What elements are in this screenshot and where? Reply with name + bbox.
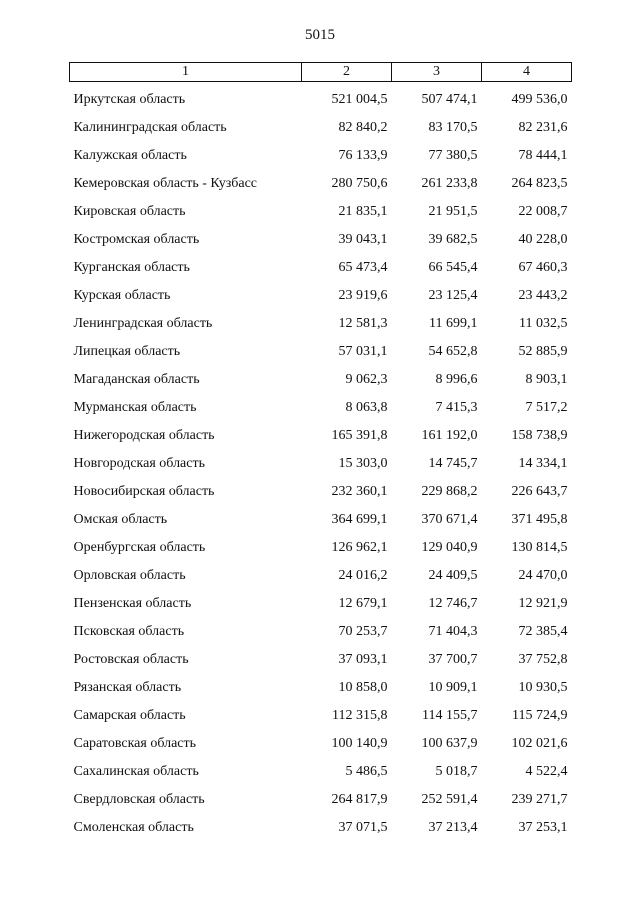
value-cell: 15 303,0 bbox=[338, 456, 388, 471]
region-name-cell: Смоленская область bbox=[73, 820, 194, 835]
value-cell: 70 253,7 bbox=[338, 624, 388, 639]
value-cell: 24 409,5 bbox=[428, 568, 478, 583]
region-name-cell: Орловская область bbox=[73, 568, 186, 583]
table-row bbox=[70, 618, 572, 646]
region-name-cell: Новосибирская область bbox=[73, 484, 215, 499]
value-cell: 72 385,4 bbox=[518, 624, 568, 639]
table-row bbox=[70, 786, 572, 814]
value-cell: 264 817,9 bbox=[331, 792, 388, 807]
value-cell: 71 404,3 bbox=[428, 624, 478, 639]
column-header: 3 bbox=[392, 63, 482, 82]
value-cell: 9 062,3 bbox=[345, 372, 388, 387]
value-cell: 67 460,3 bbox=[518, 260, 568, 275]
region-name-cell: Ленинградская область bbox=[73, 316, 213, 331]
data-table bbox=[69, 62, 572, 842]
value-cell: 76 133,9 bbox=[338, 148, 388, 163]
table-header bbox=[70, 63, 572, 82]
value-cell: 22 008,7 bbox=[518, 204, 568, 219]
value-cell: 82 231,6 bbox=[518, 120, 568, 135]
region-name-cell: Свердловская область bbox=[73, 792, 205, 807]
value-cell: 5 486,5 bbox=[345, 764, 388, 779]
header-row bbox=[70, 63, 572, 82]
table-row bbox=[70, 674, 572, 702]
value-cell: 280 750,6 bbox=[331, 176, 388, 191]
value-cell: 14 334,1 bbox=[518, 456, 568, 471]
value-cell: 52 885,9 bbox=[518, 344, 568, 359]
table-row bbox=[70, 590, 572, 618]
value-cell: 11 032,5 bbox=[519, 316, 568, 331]
table-row bbox=[70, 702, 572, 730]
value-cell: 23 919,6 bbox=[338, 288, 388, 303]
table-row bbox=[70, 646, 572, 674]
value-cell: 130 814,5 bbox=[511, 540, 568, 555]
region-name-cell: Иркутская область bbox=[73, 92, 186, 107]
value-cell: 100 140,9 bbox=[331, 736, 388, 751]
value-cell: 229 868,2 bbox=[421, 484, 478, 499]
value-cell: 5 018,7 bbox=[435, 764, 478, 779]
region-name-cell: Ростовская область bbox=[73, 652, 189, 667]
value-cell: 37 071,5 bbox=[338, 820, 388, 835]
value-cell: 126 962,1 bbox=[331, 540, 388, 555]
value-cell: 14 745,7 bbox=[428, 456, 478, 471]
table-row bbox=[70, 338, 572, 366]
region-name-cell: Самарская область bbox=[73, 708, 186, 723]
table-row bbox=[70, 478, 572, 506]
value-cell: 78 444,1 bbox=[518, 148, 568, 163]
value-cell: 39 043,1 bbox=[338, 232, 388, 247]
value-cell: 66 545,4 bbox=[428, 260, 478, 275]
value-cell: 37 093,1 bbox=[338, 652, 388, 667]
region-name-cell: Мурманская область bbox=[73, 400, 197, 415]
column-header: 4 bbox=[482, 63, 572, 82]
value-cell: 161 192,0 bbox=[421, 428, 478, 443]
region-name-cell: Псковская область bbox=[73, 624, 185, 639]
value-cell: 252 591,4 bbox=[421, 792, 478, 807]
value-cell: 65 473,4 bbox=[338, 260, 388, 275]
table-row bbox=[70, 282, 572, 310]
region-name-cell: Омская область bbox=[73, 512, 168, 527]
region-name-cell: Курская область bbox=[73, 288, 171, 303]
table-row bbox=[70, 114, 572, 142]
value-cell: 8 996,6 bbox=[435, 372, 478, 387]
value-cell: 83 170,5 bbox=[428, 120, 478, 135]
value-cell: 40 228,0 bbox=[518, 232, 568, 247]
value-cell: 11 699,1 bbox=[429, 316, 478, 331]
value-cell: 232 360,1 bbox=[331, 484, 388, 499]
value-cell: 23 125,4 bbox=[428, 288, 478, 303]
table-row bbox=[70, 506, 572, 534]
table-row bbox=[70, 310, 572, 338]
region-name-cell: Нижегородская область bbox=[73, 428, 215, 443]
value-cell: 114 155,7 bbox=[422, 708, 478, 723]
value-cell: 7 517,2 bbox=[525, 400, 568, 415]
value-cell: 165 391,8 bbox=[331, 428, 388, 443]
value-cell: 77 380,5 bbox=[428, 148, 478, 163]
value-cell: 37 752,8 bbox=[518, 652, 568, 667]
region-name-cell: Кемеровская область - Кузбасс bbox=[73, 176, 258, 191]
value-cell: 507 474,1 bbox=[421, 92, 478, 107]
value-cell: 21 951,5 bbox=[428, 204, 478, 219]
value-cell: 112 315,8 bbox=[332, 708, 388, 723]
table-row bbox=[70, 254, 572, 282]
value-cell: 12 746,7 bbox=[428, 596, 478, 611]
table-row bbox=[70, 170, 572, 198]
table-row bbox=[70, 730, 572, 758]
region-name-cell: Кировская область bbox=[73, 204, 186, 219]
value-cell: 8 063,8 bbox=[345, 400, 388, 415]
value-cell: 158 738,9 bbox=[511, 428, 568, 443]
region-name-cell: Оренбургская область bbox=[73, 540, 206, 555]
region-name-cell: Пензенская область bbox=[73, 596, 192, 611]
region-name-cell: Костромская область bbox=[73, 232, 200, 247]
region-name-cell: Новгородская область bbox=[73, 456, 205, 471]
table-row bbox=[70, 814, 572, 842]
value-cell: 261 233,8 bbox=[421, 176, 478, 191]
value-cell: 24 470,0 bbox=[518, 568, 568, 583]
table-row bbox=[70, 394, 572, 422]
value-cell: 7 415,3 bbox=[435, 400, 478, 415]
value-cell: 129 040,9 bbox=[421, 540, 478, 555]
table-body bbox=[70, 82, 572, 843]
page-number: 5015 bbox=[305, 27, 335, 43]
table-row bbox=[70, 562, 572, 590]
table-row bbox=[70, 198, 572, 226]
value-cell: 102 021,6 bbox=[511, 736, 568, 751]
value-cell: 57 031,1 bbox=[338, 344, 388, 359]
value-cell: 54 652,8 bbox=[428, 344, 478, 359]
table-row bbox=[70, 82, 572, 115]
table-row bbox=[70, 758, 572, 786]
value-cell: 23 443,2 bbox=[518, 288, 568, 303]
region-name-cell: Саратовская область bbox=[73, 736, 197, 751]
table-row bbox=[70, 534, 572, 562]
value-cell: 10 909,1 bbox=[428, 680, 478, 695]
value-cell: 499 536,0 bbox=[511, 92, 568, 107]
value-cell: 226 643,7 bbox=[511, 484, 568, 499]
value-cell: 370 671,4 bbox=[421, 512, 478, 527]
value-cell: 12 581,3 bbox=[338, 316, 388, 331]
table-row bbox=[70, 422, 572, 450]
value-cell: 12 679,1 bbox=[338, 596, 388, 611]
region-name-cell: Рязанская область bbox=[73, 680, 182, 695]
value-cell: 10 930,5 bbox=[518, 680, 568, 695]
value-cell: 239 271,7 bbox=[511, 792, 568, 807]
region-name-cell: Калининградская область bbox=[73, 120, 227, 135]
region-name-cell: Курганская область bbox=[73, 260, 190, 275]
table-row bbox=[70, 226, 572, 254]
value-cell: 100 637,9 bbox=[421, 736, 478, 751]
value-cell: 37 700,7 bbox=[428, 652, 478, 667]
value-cell: 364 699,1 bbox=[331, 512, 388, 527]
region-name-cell: Сахалинская область bbox=[73, 764, 199, 779]
region-name-cell: Липецкая область bbox=[73, 344, 181, 359]
value-cell: 8 903,1 bbox=[525, 372, 568, 387]
value-cell: 264 823,5 bbox=[511, 176, 568, 191]
column-header: 2 bbox=[302, 63, 392, 82]
table-row bbox=[70, 366, 572, 394]
value-cell: 82 840,2 bbox=[338, 120, 388, 135]
table-row bbox=[70, 450, 572, 478]
value-cell: 39 682,5 bbox=[428, 232, 478, 247]
value-cell: 12 921,9 bbox=[518, 596, 568, 611]
table-row bbox=[70, 142, 572, 170]
value-cell: 10 858,0 bbox=[338, 680, 388, 695]
value-cell: 4 522,4 bbox=[525, 764, 568, 779]
value-cell: 371 495,8 bbox=[511, 512, 568, 527]
value-cell: 24 016,2 bbox=[338, 568, 388, 583]
value-cell: 521 004,5 bbox=[331, 92, 388, 107]
region-name-cell: Магаданская область bbox=[73, 372, 200, 387]
value-cell: 37 253,1 bbox=[518, 820, 568, 835]
value-cell: 21 835,1 bbox=[338, 204, 388, 219]
value-cell: 115 724,9 bbox=[512, 708, 568, 723]
region-name-cell: Калужская область bbox=[73, 148, 187, 163]
column-header: 1 bbox=[70, 63, 302, 82]
value-cell: 37 213,4 bbox=[428, 820, 478, 835]
